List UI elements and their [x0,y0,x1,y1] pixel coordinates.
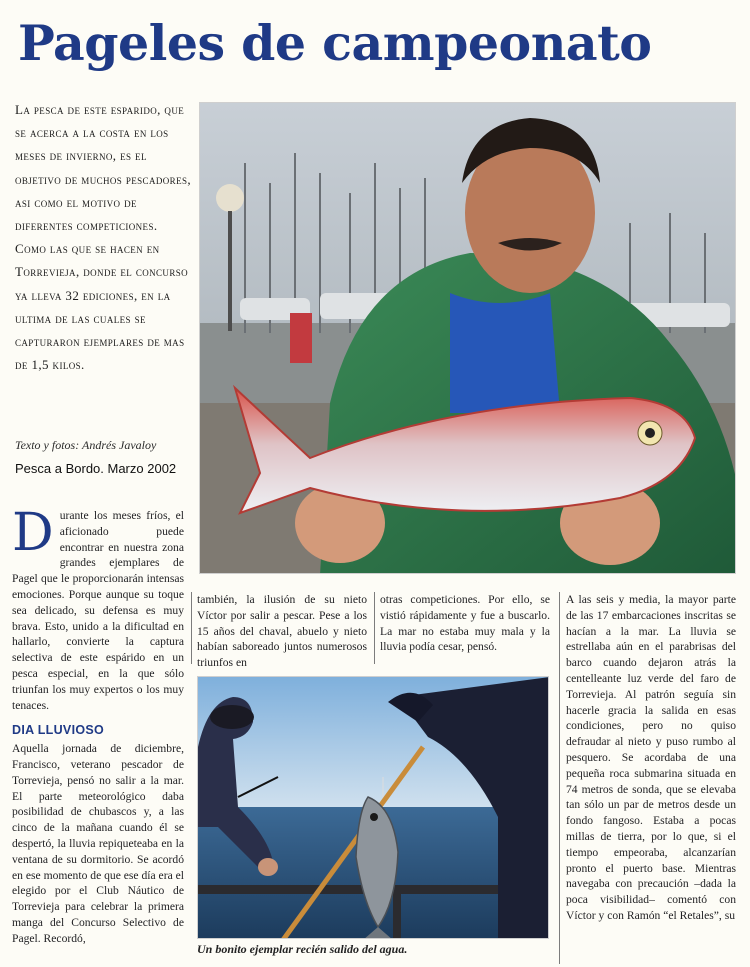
publication-source: Pesca a Bordo. Marzo 2002 [15,461,177,476]
column-divider [559,592,560,964]
catch-photo [197,676,549,939]
article-title: Pageles de campeonato [18,14,652,72]
section-subhead: DIA LLUVIOSO [12,723,105,738]
catch-illustration [198,677,549,939]
photo-caption: Un bonito ejemplar recién salido del agua. [197,942,408,956]
column-divider [191,592,192,664]
intro-paragraph: La pesca de este esparido, que se acerca a la costa en los meses de invierno, es el objetivo de muchos pescadores, asi como el motivo de diferentes competiciones. [15,102,192,234]
body-paragraph [12,503,184,713]
body-paragraph: A las seis y media, la mayor parte de las 17 embarcaciones inscritas se hacían a la mar. La lluvia se estrellaba aún en el parabrisas del barco cuando dejaron atrás la centelleante luz verde del faro de Torrevieja. Al patrón seguía sin hacerle gracia la salida en esas condiciones, pero no quiso defraudar al nieto y puso rumbo al pesquero. Se acordaba de una pequeña roca submarina situada en 74 metros de sonda, que se elevaba tan sólo un par de metros desde un fondo fangoso. Estaba a pocas millas de tierra, por lo que, si el tiempo empeoraba, alcanzarían pronto el puerto base. Mientras navegaba con precaución –dada la poca visibilidad– comentó con Víctor y con Ramón “el Retales”, su [566,593,736,922]
body-column-1 [12,503,184,960]
body-column-2 [197,592,367,671]
body-column-3 [380,592,550,655]
body-paragraph: otras competiciones. Por ello, se vistió rápidamente y fue a buscarlo. La mar no estaba muy mala y la lluvia podía cesar, pensó. [380,593,550,654]
body-paragraph: también, la ilusión de su nieto Víctor por salir a pescar. Pese a los 15 años del chaval, abuelo y nieto habían saboreado juntos numerosos triunfos en [197,593,367,670]
drop-cap: D [12,503,54,563]
body-paragraph: Aquella jornada de diciembre, Francisco, veterano pescador de Torrevieja, pensó no salir a la mar. El parte meteorológico daba posibilidad de chubascos y, a las cinco de la mañana cuando él se despertó, la lluvia repiqueteaba en la ventana de su dormitorio. Se acordó en ese momento de que ese día era el elegido por el Club Náutico de Torrevieja para celebrar la primera manga del Concurso Selectivo de Pagel. Recordó, [12,742,184,945]
body-column-4 [566,592,736,964]
fisherman-photo [199,102,736,574]
column-divider [374,592,375,664]
paragraph-text: urante los meses fríos, el aficionado puede encontrar en nuestra zona grandes ejemplares de Pagel que le proporcionarán intensas emociones. Porque aunque su toque sea delicado, su defensa es muy brava. Esto, unido a la dificultad en hallarlo, convierte la captura selectiva de este espárido en un pesca especial, en la que sólo triunfan los muy expertos o los muy tenaces. [12,509,184,712]
author-credit: Texto y fotos: Andrés Javaloy [15,438,157,452]
fisherman-illustration [200,103,736,574]
intro-paragraph: Como las que se hacen en Torrevieja, donde el concurso ya lleva 32 ediciones, en la ultima de las cuales se capturaron ejemplares de mas de 1,5 kilos. [15,241,189,373]
intro-standfirst [15,98,195,376]
